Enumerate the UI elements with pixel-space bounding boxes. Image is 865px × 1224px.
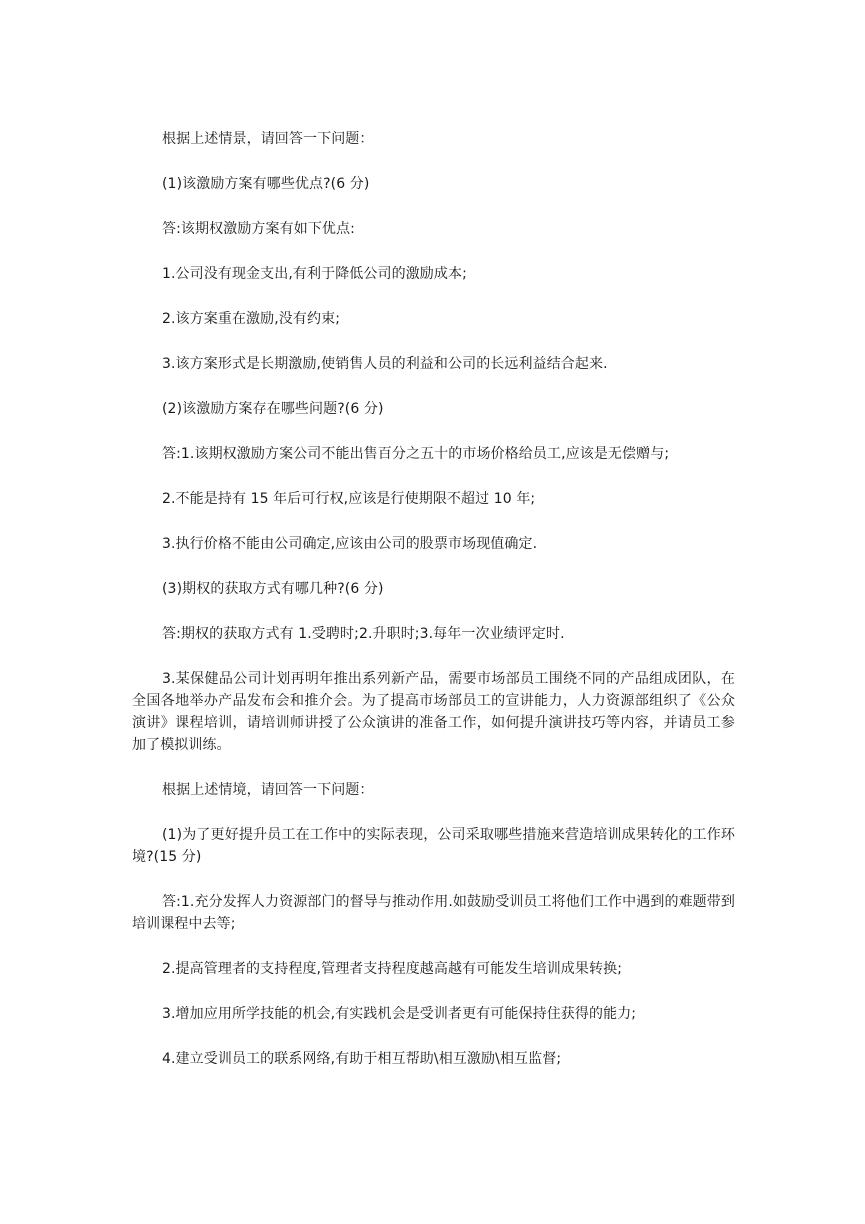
list-item: 2.该方案重在激励,没有约束; bbox=[162, 311, 341, 327]
question-heading: (3)期权的获取方式有哪几种?(6 分) bbox=[162, 581, 384, 597]
answer-paragraph: 答:1.该期权激励方案公司不能出售百分之五十的市场价格给员工,应该是无偿赠与; bbox=[162, 446, 670, 462]
answer-paragraph: 答:该期权激励方案有如下优点: bbox=[162, 221, 355, 237]
paragraph: 根据上述情境，请回答一下问题： bbox=[162, 782, 374, 798]
case-paragraph: 3.某保健品公司计划再明年推出系列新产品，需要市场部员工围绕不同的产品组成团队，在全国各地举办产品发布会和推介会。为了提高市场部员工的宣讲能力，人力资源部组织了《公众演讲》课程培训，请培训师讲授了公众演讲的准备工作，如何提升演讲技巧等内容，并请员工参加了模拟训练。 bbox=[132, 671, 735, 753]
question-heading: (2)该激励方案存在哪些问题?(6 分) bbox=[162, 401, 384, 417]
list-item: 2.提高管理者的支持程度,管理者支持程度越高越有可能发生培训成果转换; bbox=[162, 961, 623, 977]
question-heading: (1)为了更好提升员工在工作中的实际表现，公司采取哪些措施来营造培训成果转化的工作环境?(15 分) bbox=[132, 827, 735, 865]
paragraph: 根据上述情景，请回答一下问题： bbox=[162, 131, 374, 147]
list-item: 2.不能是持有 15 年后可行权,应该是行使期限不超过 10 年; bbox=[162, 491, 536, 507]
list-item: 3.该方案形式是长期激励,使销售人员的利益和公司的长远利益结合起来. bbox=[162, 356, 608, 372]
question-heading: (1)该激励方案有哪些优点?(6 分) bbox=[162, 176, 370, 192]
answer-paragraph: 答:期权的获取方式有 1.受聘时;2.升职时;3.每年一次业绩评定时. bbox=[162, 626, 565, 642]
list-item: 3.增加应用所学技能的机会,有实践机会是受训者更有可能保持住获得的能力; bbox=[162, 1006, 637, 1022]
list-item: 4.建立受训员工的联系网络,有助于相互帮助\相互激励\相互监督; bbox=[162, 1051, 562, 1067]
document-body bbox=[132, 128, 735, 1093]
answer-paragraph: 答:1.充分发挥人力资源部门的督导与推动作用.如鼓励受训员工将他们工作中遇到的难题带到培训课程中去等; bbox=[132, 894, 735, 932]
list-item: 1.公司没有现金支出,有利于降低公司的激励成本; bbox=[162, 266, 467, 282]
list-item: 3.执行价格不能由公司确定,应该由公司的股票市场现值确定. bbox=[162, 536, 538, 552]
